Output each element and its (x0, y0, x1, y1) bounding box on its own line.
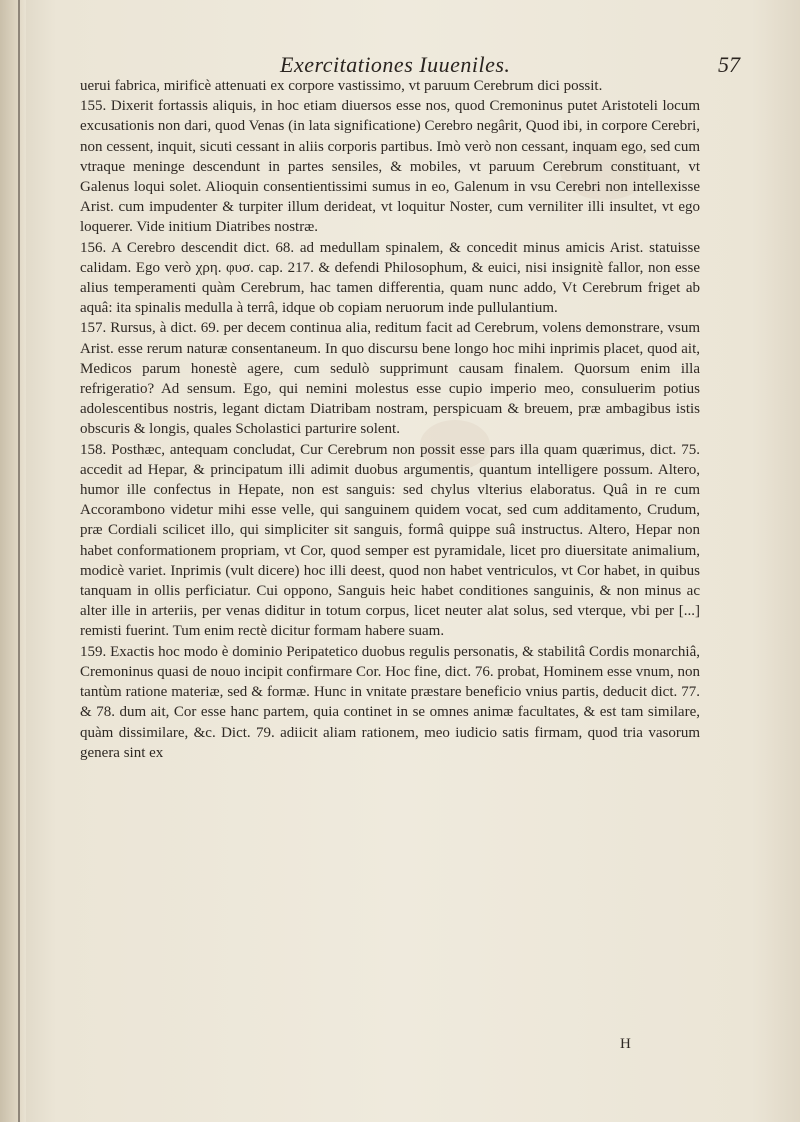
catchword: H (620, 1036, 631, 1052)
paragraph: 156. A Cerebro descendit dict. 68. ad medullam spinalem, & concedit minus amicis Arist. statuisse calidam. Ego verò χρη. φυσ. cap. 217. & defendi Philosophum, & euici, nisi insignitè fallor, non esse alius temperamenti quàm Cerebrum, hac tamen differentia, quam nunc addo, Vt Cerebrum friget ab aquâ: ita spinalis medulla à terrâ, idque ob copiam neruorum inde pullulantium. (80, 239, 700, 317)
paragraph: 159. Exactis hoc modo è dominio Peripatetico duobus regulis personatis, & stabilitâ Cordis monarchiâ, Cremoninus quasi de nouo incipit confirmare Cor. Hoc fine, dict. 76. probat, Hominem esse vnum, non tantùm ratione materiæ, sed & formæ. Hunc in vnitate præstare beneficio vnius partis, deducit dict. 77. & 78. dum ait, Cor esse hanc partem, quia continet in se omnes animæ facultates, & est tam similare, quàm dissimilare, &c. Dict. 79. adiicit aliam rationem, meo iudicio satis firmam, quod tria vasorum genera sint ex (80, 643, 700, 761)
paragraph: 158. Posthæc, antequam concludat, Cur Cerebrum non possit esse pars illa quam quærimus, dict. 75. accedit ad Hepar, & principatum illi adimit duobus argumentis, quantum intelligere possum. Altero, humor ille confectus in Hepate, non est sanguis: sed chylus vlterius elaboratus. Quâ in re cum Accorambono videtur mihi esse velle, qui sanguinem quidem vocat, sed cum additamento, Crudum, præ Cordiali scilicet illo, qui simpliciter sit sanguis, formâ quippe suâ instructus. Altero, Hepar non habet conformationem propriam, vt Cor, quod semper est pyramidale, licet pro diuersitate animalium, modicè variet. Inprimis (vult dicere) hoc illi deest, quod non habet ventriculos, vt Cor habet, in quibus tanquam in ollis perficiatur. Cui oppono, Sanguis heic habet conditiones sanguinis, & non minus ac alter ille in arteriis, per venas diditur in totum corpus, licet neuter alat solus, sed vterque, vbi per [...] remisti fuerint. Tum enim rectè dicitur formam habere suam. (80, 441, 700, 640)
binding-edge (18, 0, 20, 1122)
running-head: Exercitationes Iuueniles. (280, 52, 511, 77)
page-number: 57 (718, 52, 740, 77)
paragraph: 155. Dixerit fortassis aliquis, in hoc etiam diuersos esse nos, quod Cremoninus putet Aristoteli locum excusationis non dari, quod Venas (in lata significatione) Cerebro negârit, Quod ibi, in corpore Cerebri, non cessent, inquit, sicuti cessant in aliis corporis partibus. Imò verò non cessant, inquam ego, sed cum vtraque meninge descendunt in partes sensiles, & mobiles, vt paruum Cerebrum constituant, vt Galenus loqui solet. Alioquin consentientissimi sumus in eo, Galenum in vsu Cerebri non intellexisse Arist. cum impudenter & turpiter illum derideat, vt loquitur Noster, cum verniliter illi insultet, vt ego loquerer. Vide initium Diatribes nostræ. (80, 98, 700, 236)
paragraph: 157. Rursus, à dict. 69. per decem continua alia, reditum facit ad Cerebrum, volens demonstrare, vsum Arist. esse rerum naturæ consentaneum. In quo discursu bene longo hoc mihi inprimis placet, quod ait, Medicos parum honestè agere, cum sedulò supprimunt causam finalem. Quorsum enim illa refrigeratio? Ad sensum. Ego, qui nemini molestus esse cupio imperio meo, consuluerim potius adolescentibus nostris, legant dictam Diatribam nostram, perspicuam & breuem, præ ambagibus istis obscuris & longis, quales Scholastici parturire solent. (80, 320, 700, 438)
main-text (80, 76, 700, 1081)
binding-gutter (0, 0, 26, 1122)
paragraph: uerui fabrica, mirificè attenuati ex corpore vastissimo, vt paruum Cerebrum dici possit. (80, 78, 603, 94)
